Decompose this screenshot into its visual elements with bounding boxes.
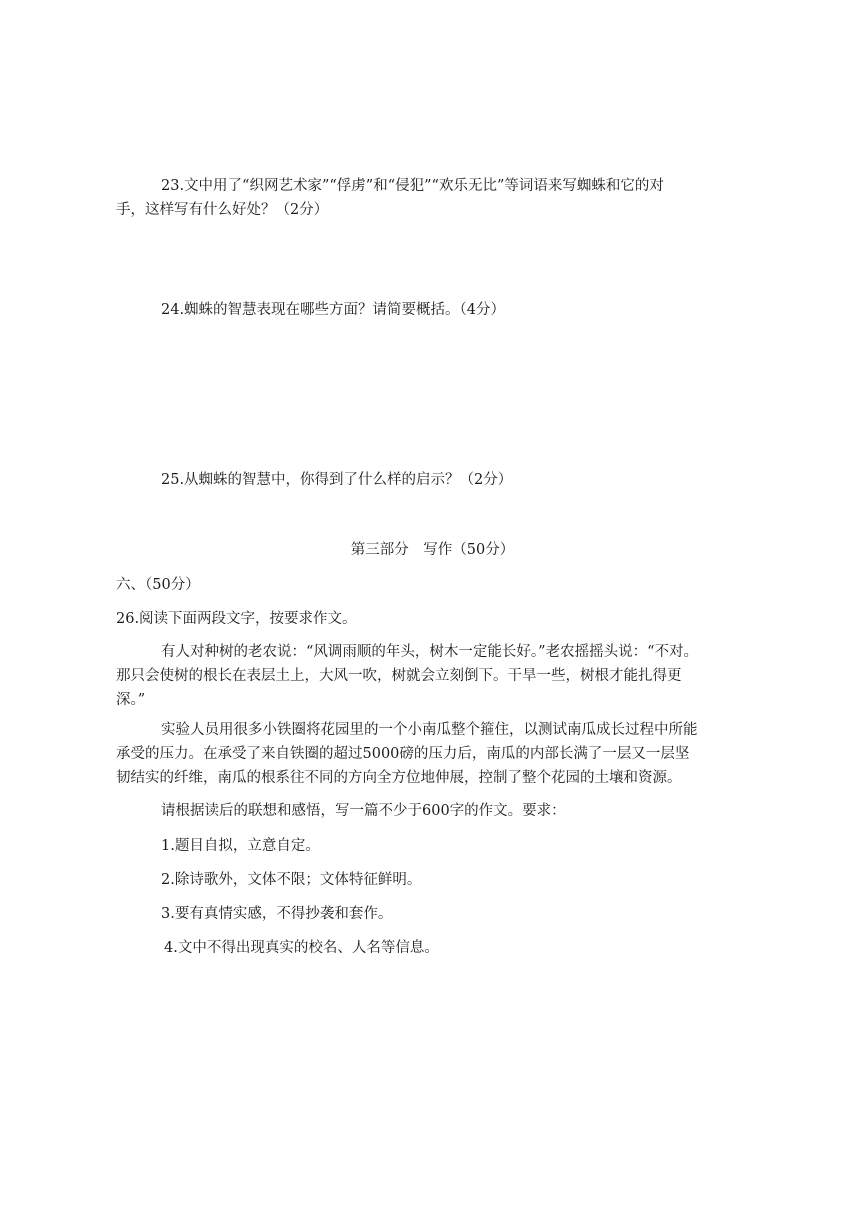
question-24: 24.蜘蛛的智慧表现在哪些方面？请简要概括。（4分） [161, 302, 506, 318]
question-23-line-2: 手，这样写有什么好处？（2分） [116, 202, 329, 218]
part-3-heading: 第三部分 写作（50分） [350, 542, 515, 558]
paragraph-1-line-1: 有人对种树的老农说：“风调雨顺的年头，树木一定能长好。”老农摇摇头说：“不对。 [161, 644, 698, 660]
paragraph-2-line-3: 韧结实的纤维，南瓜的根系往不同的方向全方位地伸展，控制了整个花园的土壤和资源。 [116, 770, 682, 786]
paragraph-1-line-2: 那只会使树的根长在表层土上，大风一吹，树就会立刻倒下。干旱一些，树根才能扎得更 [116, 668, 682, 684]
paragraph-2-line-1: 实验人员用很多小铁圈将花园里的一个小南瓜整个箍住，以测试南瓜成长过程中所能 [161, 722, 698, 738]
requirement-item: 1.题目自拟，立意自定。 [161, 838, 320, 854]
requirement-item: 3.要有真情实感，不得抄袭和套作。 [161, 906, 393, 922]
section-6-label: 六、（50分） [116, 577, 200, 593]
essay-prompt: 请根据读后的联想和感悟，写一篇不少于600字的作文。要求： [161, 803, 566, 819]
paragraph-1-line-3: 深。” [116, 692, 146, 708]
question-23-line-1: 23.文中用了“织网艺术家”“俘虏”和“侵犯”“欢乐无比”等词语来写蜘蛛和它的对 [161, 178, 664, 194]
question-26-instruction: 26.阅读下面两段文字，按要求作文。 [116, 611, 357, 627]
question-25: 25.从蜘蛛的智慧中，你得到了什么样的启示？（2分） [161, 472, 513, 488]
requirement-item: 4.文中不得出现真实的校名、人名等信息。 [164, 940, 439, 956]
requirement-item: 2.除诗歌外，文体不限；文体特征鲜明。 [161, 872, 422, 888]
paragraph-2-line-2: 承受的压力。在承受了来自铁圈的超过5000磅的压力后，南瓜的内部长满了一层又一层坚 [116, 746, 690, 762]
